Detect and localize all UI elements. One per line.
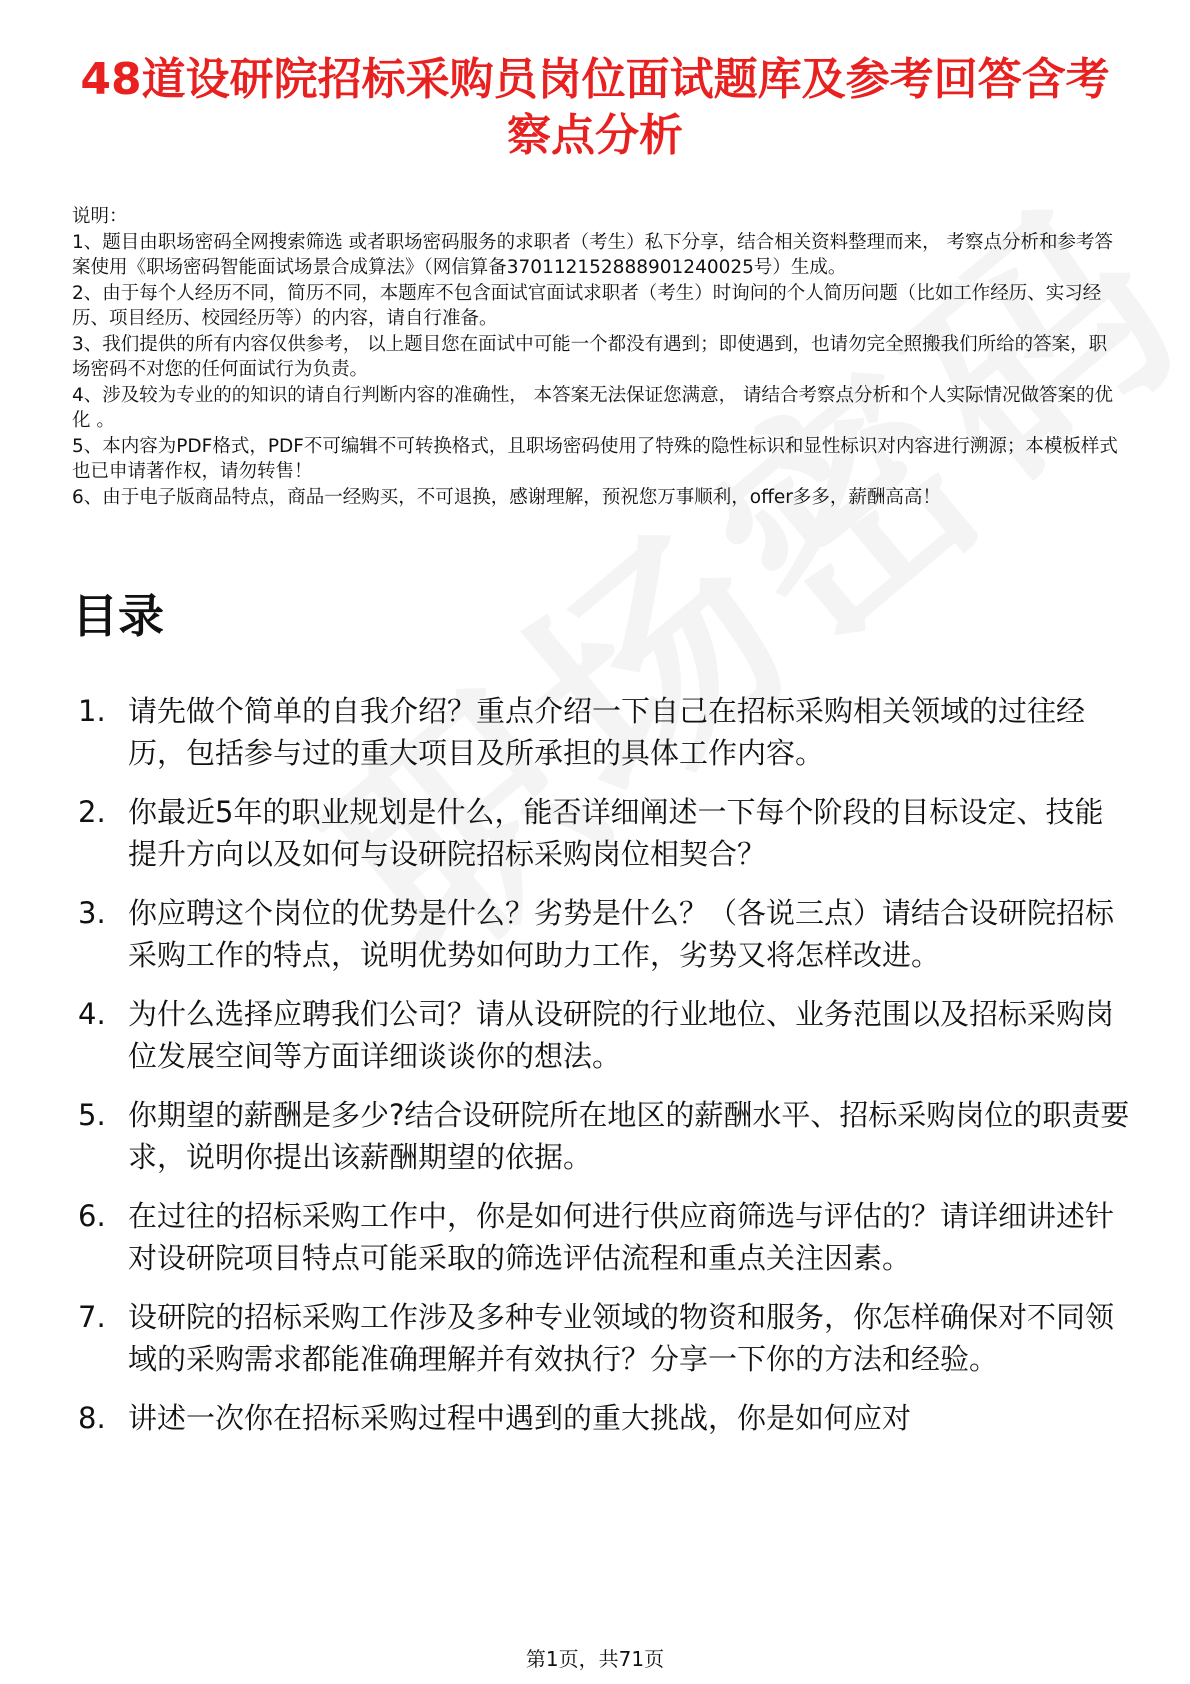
page-footer: 第1页，共71页 (525, 1647, 665, 1671)
document-title: 48道设研院招标采购员岗位面试题库及参考回答含考察点分析 (80, 54, 1110, 161)
question-text: 在过往的招标采购工作中，你是如何进行供应商筛选与评估的？请详细讲述针对设研院项目特点可能采取的筛选评估流程和重点关注因素。 (128, 1199, 1115, 1275)
question-text: 讲述一次你在招标采购过程中遇到的重大挑战，你是如何应对 (128, 1401, 912, 1435)
question-text: 你最近5年的职业规划是什么，能否详细阐述一下每个阶段的目标设定、技能提升方向以及如何与设研院招标采购岗位相契合？ (128, 795, 1104, 871)
question-list (72, 690, 1132, 1456)
question-item-8 (72, 1397, 1132, 1439)
question-text: 你期望的薪酬是多少?结合设研院所在地区的薪酬水平、招标采购岗位的职责要求，说明你提出该薪酬期望的依据。 (128, 1098, 1130, 1174)
note-item-2: 2、由于每个人经历不同，简历不同，本题库不包含面试官面试求职者（考生）时询问的个人简历问题（比如工作经历、实习经历、项目经历、校园经历等）的内容，请自行准备。 (72, 282, 1102, 329)
question-item-2 (72, 791, 1132, 875)
question-text: 请先做个简单的自我介绍？重点介绍一下自己在招标采购相关领域的过往经历，包括参与过的重大项目及所承担的具体工作内容。 (128, 694, 1086, 770)
question-item-4 (72, 993, 1132, 1077)
question-item-6 (72, 1195, 1132, 1279)
question-number: 3. (78, 896, 106, 930)
note-item-1: 1、题目由职场密码全网搜索筛选 或者职场密码服务的求职者（考生）私下分享，结合相关资料整理而来， 考察点分析和参考答案使用《职场密码智能面试场景合成算法》（网信算备370112152888901240025号）生成。 (72, 231, 1114, 278)
note-item-5: 5、本内容为PDF格式，PDF不可编辑不可转换格式，且职场密码使用了特殊的隐性标识和显性标识对内容进行溯源；本模板样式也已申请著作权，请勿转售！ (72, 435, 1118, 482)
question-number: 6. (78, 1199, 106, 1233)
note-item-6: 6、由于电子版商品特点，商品一经购买，不可退换，感谢理解，预祝您万事顺利，offer多多，薪酬高高！ (72, 486, 941, 508)
question-number: 2. (78, 795, 106, 829)
question-number: 4. (78, 997, 106, 1031)
question-item-5 (72, 1094, 1132, 1178)
toc-heading: 目录 (72, 589, 164, 643)
question-number: 7. (78, 1300, 106, 1334)
question-item-7 (72, 1296, 1132, 1380)
question-number: 8. (78, 1401, 106, 1435)
question-number: 5. (78, 1098, 106, 1132)
question-text: 设研院的招标采购工作涉及多种专业领域的物资和服务，你怎样确保对不同领域的采购需求都能准确理解并有效执行？分享一下你的方法和经验。 (128, 1300, 1115, 1376)
notes-heading: 说明： (72, 206, 128, 227)
question-item-1 (72, 690, 1132, 774)
note-item-3: 3、我们提供的所有内容仅供参考， 以上题目您在面试中可能一个都没有遇到；即使遇到，也请勿完全照搬我们所给的答案，职场密码不对您的任何面试行为负责。 (72, 333, 1108, 380)
notes-section (72, 204, 1122, 510)
question-text: 你应聘这个岗位的优势是什么？劣势是什么？（各说三点）请结合设研院招标采购工作的特点，说明优势如何助力工作，劣势又将怎样改进。 (128, 896, 1115, 972)
question-text: 为什么选择应聘我们公司？请从设研院的行业地位、业务范围以及招标采购岗位发展空间等方面详细谈谈你的想法。 (128, 997, 1115, 1073)
note-item-4: 4、涉及较为专业的的知识的请自行判断内容的准确性， 本答案无法保证您满意， 请结合考察点分析和个人实际情况做答案的优化 。 (72, 384, 1114, 431)
question-number: 1. (78, 694, 106, 728)
question-item-3 (72, 892, 1132, 976)
